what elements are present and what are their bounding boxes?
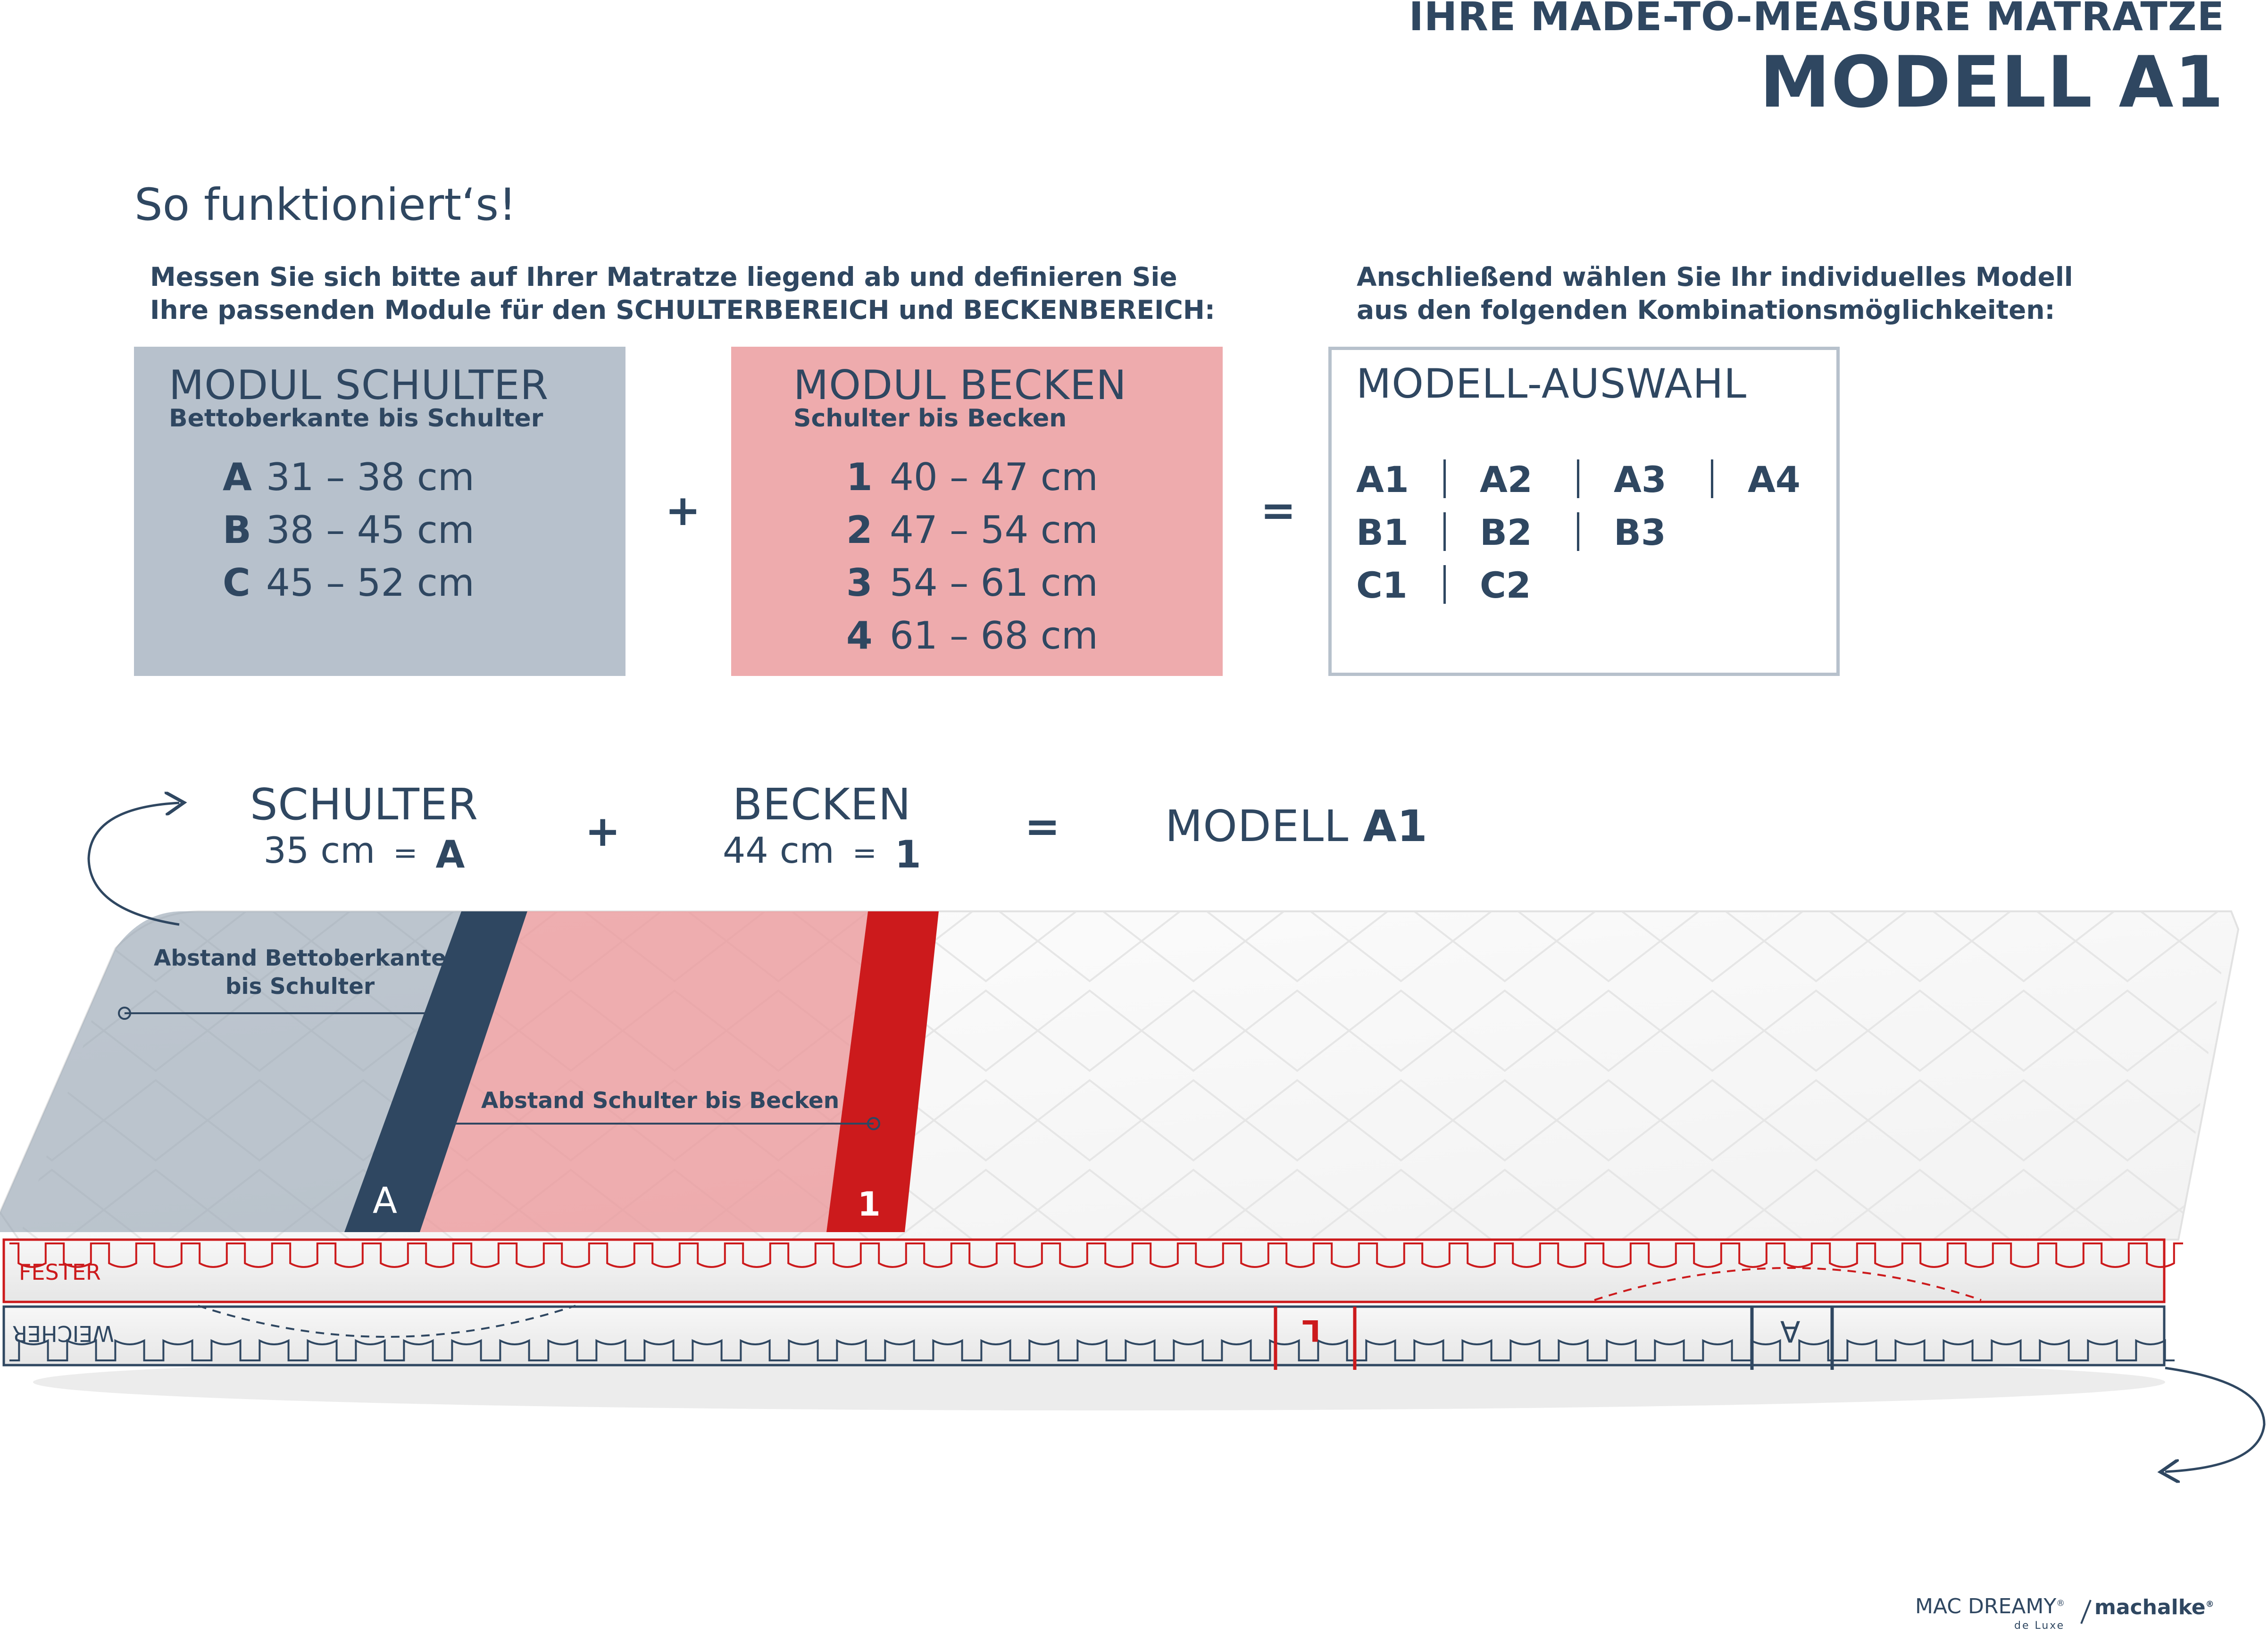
- brand-machalke: [2094, 1595, 2214, 1619]
- label-pelvis-distance: Abstand Schulter bis Becken: [481, 1088, 840, 1114]
- modell-option-a3[interactable]: A3: [1614, 459, 1667, 500]
- example-schulter-eq: =: [393, 835, 418, 870]
- brand-machalke-reg: ®: [2205, 1599, 2214, 1609]
- label-shoulder-distance: [154, 944, 446, 1001]
- example-becken-label: BECKEN: [732, 779, 911, 830]
- label-shoulder-line2: bis Schulter: [225, 974, 375, 1000]
- brand-macdreamy-sub: de Luxe: [2014, 1620, 2065, 1632]
- intro-right-line2: aus den folgenden Kombinationsmöglichkeiten:: [1357, 295, 2055, 325]
- example-becken-code: 1: [894, 833, 921, 876]
- brand-macdreamy-name: MAC DREAMY: [1915, 1594, 2057, 1618]
- plus-operator: +: [665, 486, 701, 535]
- example-schulter-cm: 35 cm: [263, 829, 375, 871]
- label-shoulder-line1: Abstand Bettoberkante: [154, 945, 447, 971]
- modell-option-b1[interactable]: B1: [1356, 511, 1409, 553]
- intro-left-line1: Messen Sie sich bitte auf Ihrer Matratze liegend ab und definieren Sie: [150, 262, 1177, 292]
- brand-divider: [2081, 1600, 2091, 1624]
- modell-option-a2[interactable]: A2: [1480, 459, 1533, 500]
- side-panel-bottom: [4, 1307, 2164, 1365]
- example-becken-cm: 44 cm: [723, 829, 834, 871]
- becken-code: 1: [846, 455, 873, 499]
- modul-becken-title: MODUL BECKEN: [793, 362, 1127, 409]
- example-equals: =: [1025, 802, 1060, 851]
- header-subtitle: IHRE MADE-TO-MEASURE MATRATZE: [1409, 0, 2225, 40]
- equals-operator: =: [1260, 486, 1296, 535]
- rotate-arrow-bottom-icon: [2165, 1368, 2264, 1472]
- becken-code: 2: [846, 508, 873, 552]
- intro-left-line2: Ihre passenden Module für den SCHULTERBEREICH und BECKENBEREICH:: [150, 295, 1215, 325]
- modell-option-a4[interactable]: A4: [1748, 459, 1801, 500]
- schulter-code: C: [223, 561, 250, 605]
- example-result-prefix: MODELL: [1165, 801, 1349, 851]
- becken-range: 40 – 47 cm: [890, 455, 1098, 499]
- example-schulter-code: A: [435, 833, 465, 876]
- modell-option-c1[interactable]: C1: [1356, 564, 1408, 606]
- shoulder-marker-label: A: [373, 1179, 397, 1221]
- becken-code: 3: [846, 561, 873, 605]
- becken-code: 4: [846, 614, 873, 658]
- example-becken-eq: =: [852, 835, 877, 870]
- brand-macdreamy: [1915, 1594, 2065, 1618]
- header-title: MODELL A1: [1759, 42, 2225, 124]
- intro-right-line1: Anschließend wählen Sie Ihr individuelles Modell: [1357, 262, 2073, 292]
- side-label-softer: WEICHER: [12, 1321, 114, 1346]
- side-mark-l: L: [1302, 1313, 1321, 1348]
- modul-schulter-subtitle: Bettoberkante bis Schulter: [169, 404, 543, 433]
- becken-range: 47 – 54 cm: [890, 508, 1098, 552]
- modell-option-c2[interactable]: C2: [1480, 564, 1531, 606]
- modell-auswahl-title: MODELL-AUSWAHL: [1356, 360, 1747, 408]
- example-plus: +: [585, 807, 621, 856]
- modell-option-b3[interactable]: B3: [1614, 511, 1666, 553]
- schulter-range: 31 – 38 cm: [266, 455, 475, 499]
- example-schulter-label: SCHULTER: [250, 779, 478, 830]
- side-label-firmer: FESTER: [19, 1259, 101, 1285]
- schulter-code: B: [223, 508, 251, 552]
- brand-machalke-name: machalke: [2094, 1595, 2206, 1619]
- brand-macdreamy-reg: ®: [2056, 1598, 2065, 1609]
- becken-range: 61 – 68 cm: [890, 614, 1098, 658]
- modell-option-a1[interactable]: A1: [1356, 459, 1409, 500]
- rotate-arrow-top-icon: [89, 803, 179, 925]
- modul-becken-subtitle: Schulter bis Becken: [793, 404, 1067, 433]
- side-mark-a: A: [1780, 1314, 1801, 1349]
- how-it-works-heading: So funktioniert‘s!: [134, 179, 517, 231]
- modul-schulter-title: MODUL SCHULTER: [169, 362, 549, 409]
- schulter-range: 38 – 45 cm: [266, 508, 475, 552]
- becken-range: 54 – 61 cm: [890, 561, 1098, 605]
- pelvis-marker-label: 1: [858, 1185, 881, 1224]
- schulter-range: 45 – 52 cm: [266, 561, 475, 605]
- example-result-code: A1: [1363, 801, 1428, 851]
- modell-option-b2[interactable]: B2: [1480, 511, 1532, 553]
- schulter-code: A: [223, 455, 252, 499]
